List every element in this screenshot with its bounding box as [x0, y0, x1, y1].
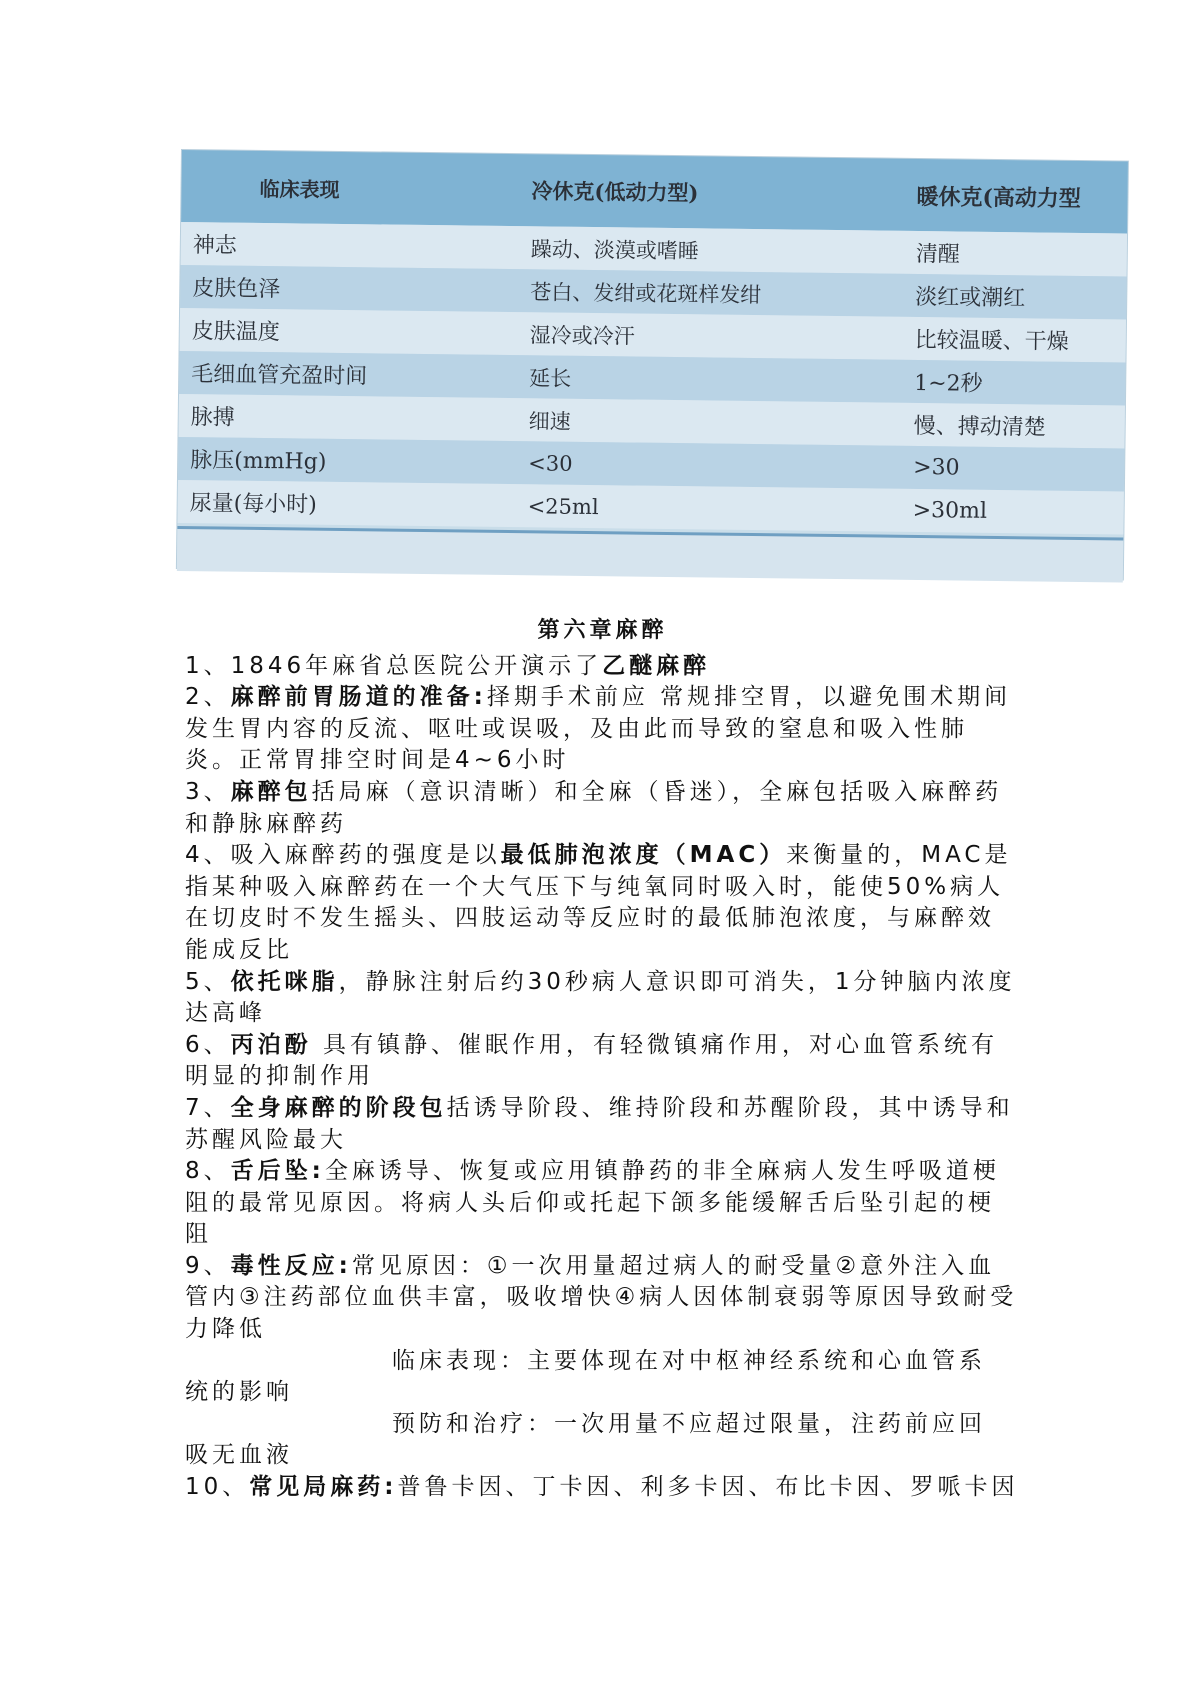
chapter-title: 第六章麻醉 — [537, 618, 668, 643]
note-sub-prevent-tail: 吸无血液 — [185, 1442, 293, 1469]
note-keyword: 丙泊酚 — [230, 1031, 312, 1058]
note-text: ，静脉注射后约30秒病人意识即可消失，1分钟脑内浓度达高峰 — [185, 968, 1016, 1027]
row-warm-value: 清醒 — [915, 241, 960, 268]
note-item-10 — [185, 1472, 1020, 1504]
row-cold-value: <25ml — [527, 493, 599, 519]
note-text: 择期手术前应 常规排空胃，以避免围术期间发生胃内容的反流、呕吐或误吸，及由此而导致的窒息和吸入性肺炎。正常胃排空时间是4~6小时 — [185, 684, 1012, 774]
note-item-4 — [185, 840, 1020, 966]
row-warm-value: 比较温暖、干燥 — [914, 327, 1069, 355]
note-lead: 10、 — [185, 1474, 250, 1501]
note-item-1 — [185, 651, 1020, 683]
note-text: 括局麻（意识清晰）和全麻（昏迷），全麻包括吸入麻醉药和静脉麻醉药 — [185, 778, 1003, 837]
row-cold-value: 延长 — [529, 365, 572, 391]
note-text: 普鲁卡因、丁卡因、利多卡因、布比卡因、罗哌卡因 — [397, 1474, 1019, 1501]
row-label: 脉压(mmHg) — [190, 448, 327, 475]
row-warm-value: >30ml — [912, 497, 988, 524]
note-lead: 6、 — [185, 1031, 231, 1058]
note-keyword: 舌后坠: — [230, 1158, 325, 1185]
note-lead: 1、1846年麻省总医院公开演示了 — [185, 652, 603, 679]
note-keyword: 常见局麻药: — [249, 1474, 398, 1501]
row-warm-value: 1~2秒 — [914, 370, 983, 397]
note-text: 常见原因：①一次用量超过病人的耐受量②意外注入血管内③注药部位血供丰富，吸收增快④病人因体制衰弱等原因导致耐受力降低 — [185, 1252, 1018, 1343]
row-cold-value: <30 — [528, 450, 573, 476]
chapter-notes — [185, 615, 1020, 1504]
row-cold-value: 躁动、淡漠或嗜睡 — [530, 236, 699, 263]
note-keyword: 毒性反应: — [230, 1252, 352, 1279]
note-keyword: 全身麻醉的阶段包 — [230, 1094, 447, 1121]
note-sub-prevent-head: 预防和治疗：一次用量不应超过限量，注药前应回 — [392, 1410, 986, 1437]
note-item-6 — [185, 1030, 1020, 1093]
row-label: 皮肤色泽 — [192, 276, 281, 303]
row-warm-value: >30 — [913, 454, 960, 481]
row-label: 脉搏 — [190, 405, 235, 431]
note-item-2 — [185, 682, 1020, 777]
note-keyword: 依托咪脂 — [230, 968, 339, 995]
note-sub-clinical-head: 临床表现：主要体现在对中枢神经系统和心血管系 — [392, 1347, 986, 1374]
note-keyword: 最低肺泡浓度（MAC） — [500, 842, 787, 869]
note-item-9 — [185, 1251, 1020, 1346]
row-cold-value: 湿冷或冷汗 — [529, 322, 635, 349]
row-warm-value: 慢、搏动清楚 — [913, 413, 1046, 441]
header-cold-shock: 冷休克(低动力型) — [531, 178, 699, 206]
note-lead: 4、吸入麻醉药的强度是以 — [185, 842, 501, 869]
header-warm-shock: 暖休克(高动力型 — [916, 183, 1082, 212]
shock-comparison-table-photo — [177, 150, 1128, 580]
note-text: 全麻诱导、恢复或应用镇静药的非全麻病人发生呼吸道梗阻的最常见原因。将病人头后仰或托起下颌多能缓解舌后坠引起的梗阻 — [185, 1158, 1000, 1248]
note-item-5 — [185, 967, 1020, 1030]
row-label: 神志 — [192, 233, 237, 259]
note-lead: 3、 — [185, 778, 231, 805]
note-lead: 7、 — [185, 1094, 231, 1121]
row-label: 尿量(每小时) — [189, 491, 317, 518]
note-text: 来衡量的，MAC是指某种吸入麻醉药在一个大气压下与纯氧同时吸入时，能使50%病人在切皮时不发生摇头、四肢运动等反应时的最低肺泡浓度，与麻醉效能成反比 — [185, 842, 1012, 963]
note-item-7 — [185, 1093, 1020, 1156]
row-cold-value: 细速 — [528, 408, 571, 434]
row-warm-value: 淡红或潮红 — [915, 284, 1026, 312]
note-text: 具有镇静、催眠作用，有轻微镇痛作用，对心血管系统有明显的抑制作用 — [185, 1031, 998, 1090]
note-keyword: 乙醚麻醉 — [602, 652, 711, 679]
note-sub-clinical-tail: 统的影响 — [185, 1379, 293, 1406]
note-lead: 8、 — [185, 1158, 231, 1185]
row-label: 皮肤温度 — [191, 319, 280, 346]
note-item-3 — [185, 777, 1020, 840]
note-keyword: 麻醉前胃肠道的准备: — [230, 684, 487, 711]
note-text: 括诱导阶段、维持阶段和苏醒阶段，其中诱导和苏醒风险最大 — [185, 1094, 1014, 1153]
table-bottom-strip — [177, 526, 1123, 583]
note-lead: 9、 — [185, 1252, 231, 1279]
note-keyword: 麻醉包 — [230, 778, 312, 805]
note-item-8 — [185, 1156, 1020, 1251]
note-lead: 2、 — [185, 684, 231, 711]
row-label: 毛细血管充盈时间 — [191, 362, 368, 390]
table-header-row — [181, 150, 1128, 234]
header-clinical-signs: 临床表现 — [259, 176, 340, 202]
row-cold-value: 苍白、发绀或花斑样发绀 — [530, 279, 762, 307]
note-lead: 5、 — [185, 968, 231, 995]
